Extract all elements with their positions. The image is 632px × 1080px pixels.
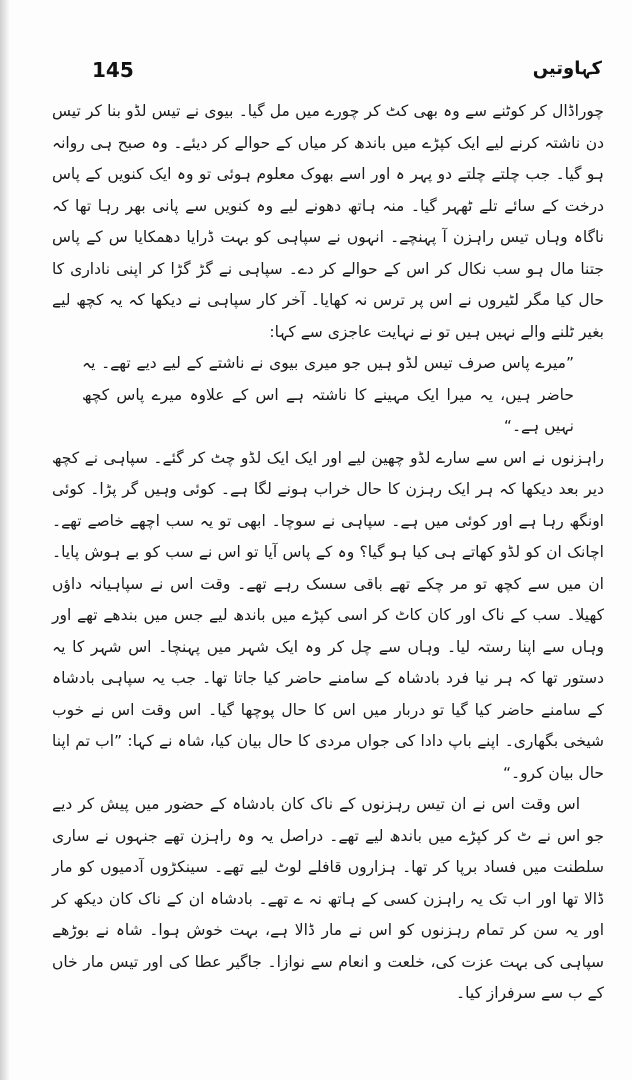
quoted-speech: ”میرے پاس صرف تیس لڈو ہیں جو میری بیوی نے ناشتے کے لیے دیے تھے۔ یہ حاضر ہیں، یہ میرا ایک مہینے کا ناشتہ ہے اس کے علاوہ میرے پاس کچھ نہیں ہے۔“ [82,354,574,435]
page-header [40,58,602,90]
paragraph-4: اس وقت اس نے ان تیس رہزنوں کے ناک کان بادشاہ کے حضور میں پیش کر دیے جو اس نے ٹ کر کپڑے میں باندھ لیے تھے۔ دراصل یہ وہ راہزن تھے جنہوں نے ساری سلطنت میں فساد برپا کر تھا۔ ہزاروں قافلے لوٹ لیے تھے۔ سینکڑوں آدمیوں کو مار ڈالا تھا اور اب تک یہ راہزن کسی کے ہاتھ نہ ے تھے۔ بادشاہ ان کے ناک کان دیکھ کر اور یہ سن کر تمام رہزنوں کو اس نے مار ڈالا ہے، بہت خوش ہوا۔ شاہ نے بوڑھے سپاہی کی بہت عزت کی، خلعت و انعام سے نوازا۔ جاگیر عطا کی اور تیس مار خاں کے ب سے سرفراز کیا۔ [52,795,604,1002]
paragraph-3: راہزنوں نے اس سے سارے لڈو چھین لیے اور ایک ایک لڈو چٹ کر گئے۔ سپاہی نے کچھ دیر بعد دیکھا کہ ہر ایک رہزن کا حال خراب ہونے لگا ہے۔ کوئی وہیں گر پڑا۔ کوئی اونگھ رہا ہے اور کوئی میں ہے۔ سپاہی نے سوچا۔ ابھی تو یہ سب اچھے خاصے تھے۔ اچانک ان کو لڈو کھاتے ہی کیا ہو گیا؟ وہ کے پاس آیا تو اس نے سب کو بے ہوش پایا۔ ان میں سے کچھ تو مر چکے تھے باقی سسک رہے تھے۔ وقت اس نے سپاہیانہ داؤں کھیلا۔ سب کے ناک اور کان کاٹ کر اسی کپڑے میں باندھ لیے جس میں بندھے تھے اور وہاں سے اپنا رستہ لیا۔ وہاں سے چل کر وہ ایک شہر میں پہنچا۔ اس شہر کا یہ دستور تھا کہ ہر نیا فرد بادشاہ کے سامنے حاضر کیا جاتا تھا۔ جب یہ سپاہی بادشاہ کے سامنے حاضر کیا گیا تو دربار میں اس کا حال پوچھا گیا۔ اس وقت اس نے خوب شیخی بگھاری۔ اپنے باپ دادا کی جواں مردی کا حال بیان کیا، شاہ نے کہا: ”اب تم اپنا حال بیان کرو۔“ [52,448,604,782]
paragraph-1: چوراڈال کر کوٹنے سے وہ بھی کٹ کر چورے میں مل گیا۔ بیوی نے تیس لڈو بنا کر تیس دن ناشتہ کرنے لیے ایک کپڑے میں باندھ کر میاں کے حوالے کر دیئے۔ وہ صبح ہی روانہ ہو گیا۔ جب چلتے چلتے دو پہر ہ اور اسے بھوک معلوم ہوئی تو وہ ایک کنویں کے پاس درخت کے سائے تلے ٹھہر گیا۔ منہ ہاتھ دھونے لیے وہ کنویں سے پانی بھر رہا تھا کہ ناگاہ وہاں تیس راہزن آ پہنچے۔ انہوں نے سپاہی کو بہت ڈرایا دھمکایا س کے پاس جتنا مال ہو سب نکال کر اس کے حوالے کر دے۔ سپاہی نے گڑ گڑا کر اپنی ناداری کا حال کیا مگر لٹیروں نے اس پر ترس نہ کھایا۔ آخر کار سپاہی نے دیکھا کہ یہ کچھ لیے بغیر ٹلنے والے نہیں ہیں تو نے نہایت عاجزی سے کہا: [52,102,604,341]
page-number: 145 [92,58,134,82]
binding-shadow [0,0,10,1080]
running-title: کہاوتیں [532,58,602,79]
body-text [52,96,604,1010]
